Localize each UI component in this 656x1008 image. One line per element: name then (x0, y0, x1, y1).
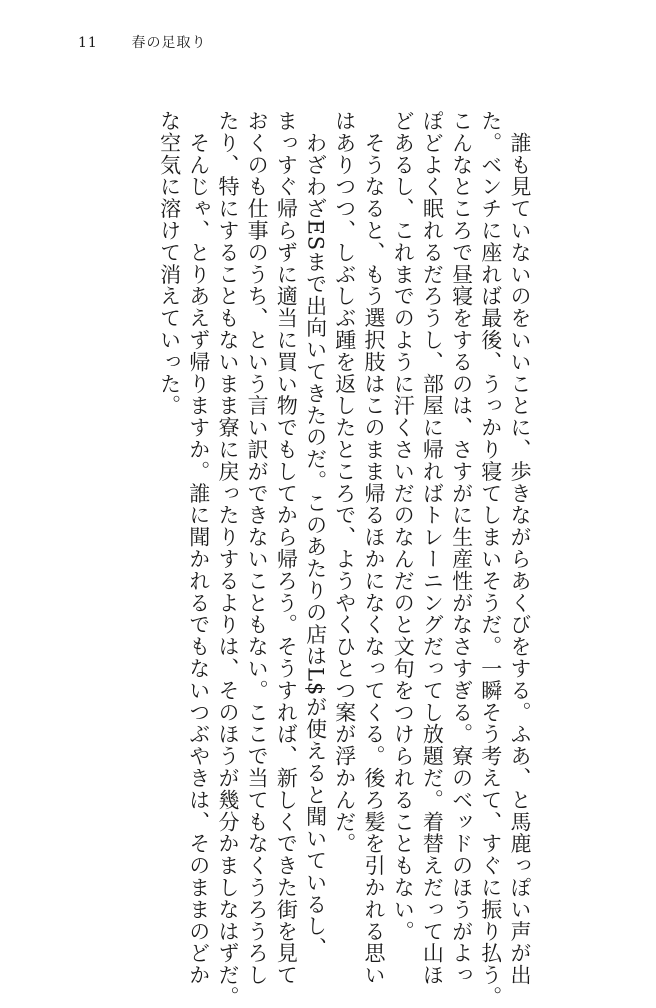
text-line: ぽどよく眠れるだろうし、部屋に帰ればトレーニングだってし放題だ。着替えだって山ほ (420, 110, 445, 986)
text-line: た。ベンチに座れば最後、うっかり寝てしまいそうだ。一瞬そう考えて、すぐに振り払う。 (478, 110, 503, 1008)
text-line: そんじゃ、とりあえず帰りますか。誰に聞かれるでもないつぶやきは、そのままのどか (186, 110, 211, 986)
text-line: まっすぐ帰らずに適当に買い物でもしてから帰ろう。そうすれば、新しくできた街を見て (274, 110, 299, 986)
text-line: たり、特にすることもないまま寮に戻ったりするよりは、そのほうが幾分かましなはずだ。 (215, 110, 240, 1008)
chapter-title: 春の足取り (131, 35, 207, 51)
running-head (78, 32, 206, 52)
body-text (154, 110, 534, 1008)
page-number: 11 (78, 35, 98, 51)
text-line: おくのも仕事のうち、という言い訳ができないこともない。ここで当てもなくうろうろし (245, 110, 270, 986)
text-line: 誰も見ていないのをいいことに、歩きながらあくびをする。ふあ、と馬鹿っぽい声が出 (508, 110, 532, 986)
text-line: わざわざESまで出向いてきたのだ。このあたりの店はL$が使えると聞いているし、 (303, 110, 328, 960)
text-line: こんなところで昼寝をするのは、さすがに生産性がなさすぎる。寮のベッドのほうがよっ (449, 110, 474, 986)
text-line: な空気に溶けて消えていった。 (157, 110, 182, 417)
text-line: はありつつ、しぶしぶ踵を返したところで、ようやくひとつ案が浮かんだ。 (332, 110, 357, 855)
text-line: そうなると、もう選択肢はこのまま帰るほかになくなってくる。後ろ髪を引かれる思い (361, 110, 386, 986)
text-line: どあるし、これまでのように汗くさいだのなんだのと文句をつけられることもない。 (391, 110, 416, 943)
